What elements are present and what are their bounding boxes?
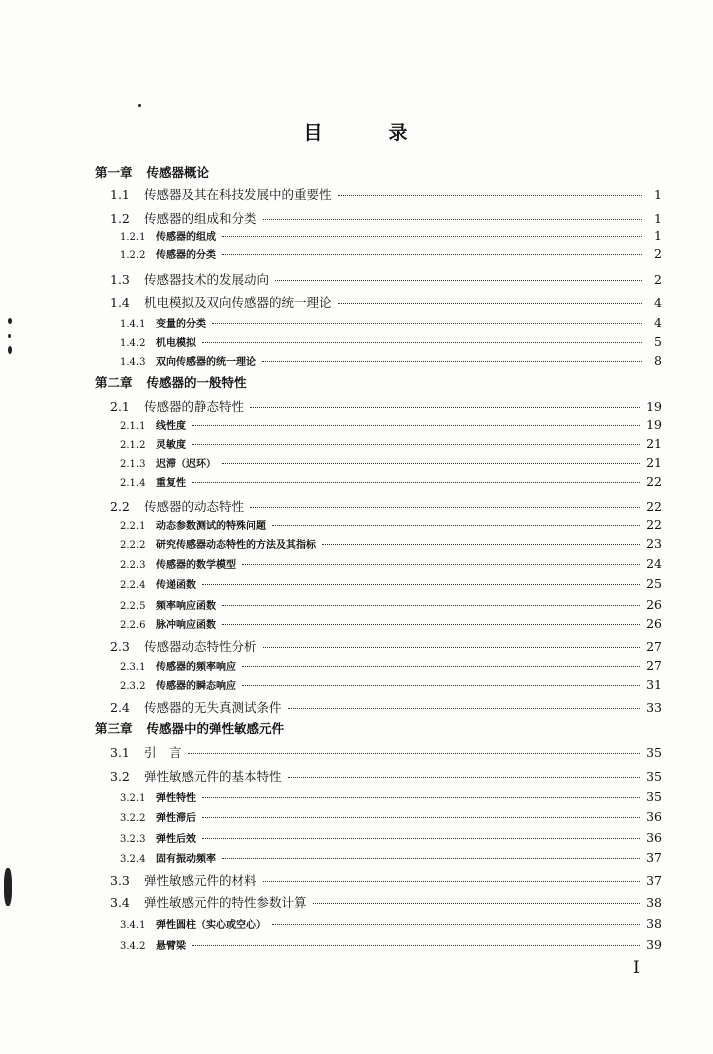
entry-page-number: 26 (646, 616, 662, 631)
entry-number: 1.2.1 (120, 232, 146, 243)
entry-page-number: 38 (646, 895, 662, 910)
entry-page-number: 36 (646, 809, 662, 824)
entry-title: 悬臂梁 (156, 941, 186, 952)
entry-number: 2.3 (110, 639, 130, 654)
entry-page-number: 1 (654, 211, 662, 226)
section-entry (110, 270, 662, 288)
dot-leader (222, 624, 640, 625)
subsection-entry (120, 937, 662, 952)
subsection-entry (120, 228, 662, 243)
dot-leader (250, 407, 640, 408)
subsection-entry (120, 517, 662, 532)
chapter-heading (95, 719, 284, 737)
section-entry (110, 743, 662, 761)
entry-title: 线性度 (156, 421, 186, 432)
entry-number: 2.2.4 (120, 580, 146, 591)
entry-title: 动态参数测试的特殊问题 (156, 521, 266, 532)
dot-leader (202, 838, 640, 839)
entry-number: 2.3.2 (120, 681, 146, 692)
entry-number: 3.2.1 (120, 793, 146, 804)
entry-title: 引 言 (144, 745, 182, 760)
dot-leader (202, 797, 640, 798)
entry-number: 1.4.2 (120, 338, 146, 349)
entry-number: 3.2.3 (120, 834, 146, 845)
dot-leader (322, 544, 640, 545)
entry-title: 传递函数 (156, 580, 196, 591)
entry-title: 传感器及其在科技发展中的重要性 (144, 187, 332, 202)
dot-leader (275, 280, 642, 281)
entry-number: 3.2.2 (120, 813, 146, 824)
entry-number: 3.1 (110, 745, 130, 760)
entry-number: 2.2.6 (120, 620, 146, 631)
subsection-entry (120, 597, 662, 612)
dot-leader (242, 666, 640, 667)
entry-title: 脉冲响应函数 (156, 620, 216, 631)
entry-page-number: 35 (646, 789, 662, 804)
entry-title: 灵敏度 (156, 440, 186, 451)
entry-number: 2.2 (110, 499, 130, 514)
section-entry (110, 209, 662, 227)
dot-leader (222, 463, 640, 464)
section-entry (110, 637, 662, 655)
entry-number: 3.3 (110, 873, 130, 888)
entry-page-number: 27 (646, 639, 662, 654)
entry-page-number: 8 (654, 353, 662, 368)
scan-speck (8, 346, 12, 354)
entry-page-number: 2 (654, 272, 662, 287)
entry-title: 传感器的瞬态响应 (156, 681, 236, 692)
dot-leader (288, 708, 641, 709)
dot-leader (263, 219, 642, 220)
subsection-entry (120, 436, 662, 451)
subsection-entry (120, 474, 662, 489)
entry-page-number: 25 (646, 576, 662, 591)
chapter-heading (95, 163, 209, 181)
chapter-heading (95, 373, 247, 391)
subsection-entry (120, 334, 662, 349)
entry-title: 变量的分类 (156, 319, 206, 330)
dot-leader (192, 425, 640, 426)
entry-number: 2.1.1 (120, 421, 146, 432)
entry-page-number: 4 (654, 315, 662, 330)
dot-leader (250, 507, 640, 508)
entry-page-number: 4 (654, 295, 662, 310)
entry-title: 传感器的组成和分类 (144, 211, 257, 226)
dot-leader (212, 323, 642, 324)
entry-page-number: 38 (646, 916, 662, 931)
dot-leader (188, 753, 641, 754)
entry-title: 传感器的静态特性 (144, 399, 245, 414)
dot-leader (338, 303, 642, 304)
entry-number: 第一章 (95, 165, 133, 180)
entry-title: 弹性特性 (156, 793, 196, 804)
entry-number: 2.2.2 (120, 540, 146, 551)
entry-number: 2.1.2 (120, 440, 146, 451)
entry-number: 1.4.1 (120, 319, 146, 330)
entry-number: 2.3.1 (120, 662, 146, 673)
entry-page-number: 22 (646, 517, 662, 532)
entry-title: 传感器概论 (146, 165, 210, 180)
entry-title: 传感器的无失真测试条件 (144, 700, 282, 715)
entry-title: 传感器动态特性分析 (144, 639, 257, 654)
entry-page-number: 22 (646, 499, 662, 514)
entry-page-number: 26 (646, 597, 662, 612)
section-entry (110, 293, 662, 311)
subsection-entry (120, 315, 662, 330)
entry-number: 1.3 (110, 272, 130, 287)
entry-page-number: 33 (646, 700, 662, 715)
entry-number: 3.4.2 (120, 941, 146, 952)
dot-leader (192, 482, 640, 483)
dot-leader (202, 342, 642, 343)
dot-leader (288, 777, 641, 778)
entry-page-number: 35 (646, 769, 662, 784)
entry-page-number: 23 (646, 536, 662, 551)
section-entry (110, 698, 662, 716)
entry-title: 机电模拟及双向传感器的统一理论 (144, 295, 332, 310)
dot-leader (192, 444, 640, 445)
dot-leader (263, 647, 641, 648)
entry-page-number: 36 (646, 830, 662, 845)
entry-page-number: 5 (654, 334, 662, 349)
entry-title: 传感器技术的发展动向 (144, 272, 270, 287)
entry-page-number: 35 (646, 745, 662, 760)
entry-number: 2.2.5 (120, 601, 146, 612)
entry-title: 传感器的分类 (156, 250, 216, 261)
subsection-entry (120, 789, 662, 804)
subsection-entry (120, 556, 662, 571)
entry-title: 弹性敏感元件的基本特性 (144, 769, 282, 784)
entry-number: 3.2 (110, 769, 130, 784)
entry-page-number: 31 (646, 677, 662, 692)
entry-title: 传感器的数学模型 (156, 560, 236, 571)
entry-title: 传感器中的弹性敏感元件 (146, 721, 285, 736)
entry-title: 频率响应函数 (156, 601, 216, 612)
section-entry (110, 397, 662, 415)
dot-leader (222, 254, 642, 255)
subsection-entry (120, 246, 662, 261)
subsection-entry (120, 455, 662, 470)
entry-page-number: 2 (654, 246, 662, 261)
subsection-entry (120, 417, 662, 432)
entry-title: 弹性敏感元件的材料 (144, 873, 257, 888)
entry-title: 双向传感器的统一理论 (156, 357, 256, 368)
entry-number: 1.2.2 (120, 250, 146, 261)
entry-page-number: 37 (646, 850, 662, 865)
entry-number: 第三章 (95, 721, 133, 736)
dot-leader (272, 924, 640, 925)
page-number: I (633, 958, 640, 978)
entry-number: 2.4 (110, 700, 130, 715)
entry-title: 传感器的频率响应 (156, 662, 236, 673)
entry-page-number: 22 (646, 474, 662, 489)
section-entry (110, 871, 662, 889)
entry-title: 弹性滞后 (156, 813, 196, 824)
subsection-entry (120, 536, 662, 551)
entry-number: 3.4.1 (120, 920, 146, 931)
entry-number: 1.2 (110, 211, 130, 226)
subsection-entry (120, 916, 662, 931)
entry-title: 重复性 (156, 478, 186, 489)
subsection-entry (120, 850, 662, 865)
entry-title: 传感器的组成 (156, 232, 216, 243)
entry-page-number: 1 (654, 228, 662, 243)
section-entry (110, 185, 662, 203)
entry-number: 2.1.3 (120, 459, 146, 470)
entry-number: 第二章 (95, 375, 133, 390)
entry-title: 传感器的动态特性 (144, 499, 245, 514)
entry-title: 迟滞（迟环） (156, 459, 216, 470)
dot-leader (262, 361, 642, 362)
scan-speck (138, 104, 141, 107)
scan-speck (8, 318, 12, 324)
entry-page-number: 24 (646, 556, 662, 571)
title-char-2: 录 (388, 122, 410, 144)
entry-title: 弹性敏感元件的特性参数计算 (144, 895, 307, 910)
subsection-entry (120, 830, 662, 845)
section-entry (110, 497, 662, 515)
dot-leader (222, 236, 642, 237)
dot-leader (222, 605, 640, 606)
scan-speck (8, 334, 11, 338)
entry-title: 弹性后效 (156, 834, 196, 845)
page-title (0, 118, 713, 145)
subsection-entry (120, 616, 662, 631)
entry-page-number: 19 (646, 399, 662, 414)
dot-leader (338, 195, 642, 196)
section-entry (110, 893, 662, 911)
subsection-entry (120, 353, 662, 368)
entry-title: 机电模拟 (156, 338, 196, 349)
title-char-1: 目 (303, 122, 325, 144)
entry-number: 1.1 (110, 187, 130, 202)
entry-number: 2.1.4 (120, 478, 146, 489)
entry-number: 2.1 (110, 399, 130, 414)
section-entry (110, 767, 662, 785)
entry-page-number: 19 (646, 417, 662, 432)
subsection-entry (120, 576, 662, 591)
dot-leader (242, 685, 640, 686)
dot-leader (222, 858, 640, 859)
entry-number: 1.4 (110, 295, 130, 310)
entry-number: 2.2.1 (120, 521, 146, 532)
dot-leader (313, 903, 641, 904)
dot-leader (272, 525, 640, 526)
dot-leader (263, 881, 641, 882)
entry-page-number: 21 (646, 455, 662, 470)
entry-number: 2.2.3 (120, 560, 146, 571)
entry-number: 3.2.4 (120, 854, 146, 865)
entry-number: 3.4 (110, 895, 130, 910)
dot-leader (242, 564, 640, 565)
dot-leader (202, 584, 640, 585)
entry-title: 传感器的一般特性 (146, 375, 247, 390)
subsection-entry (120, 809, 662, 824)
dot-leader (192, 945, 640, 946)
entry-page-number: 21 (646, 436, 662, 451)
binding-mark (4, 868, 12, 906)
subsection-entry (120, 658, 662, 673)
entry-page-number: 27 (646, 658, 662, 673)
subsection-entry (120, 677, 662, 692)
entry-title: 弹性圆柱（实心或空心） (156, 920, 266, 931)
entry-page-number: 1 (654, 187, 662, 202)
entry-page-number: 37 (646, 873, 662, 888)
entry-title: 研究传感器动态特性的方法及其指标 (156, 540, 316, 551)
entry-page-number: 39 (646, 937, 662, 952)
entry-number: 1.4.3 (120, 357, 146, 368)
entry-title: 固有振动频率 (156, 854, 216, 865)
dot-leader (202, 817, 640, 818)
